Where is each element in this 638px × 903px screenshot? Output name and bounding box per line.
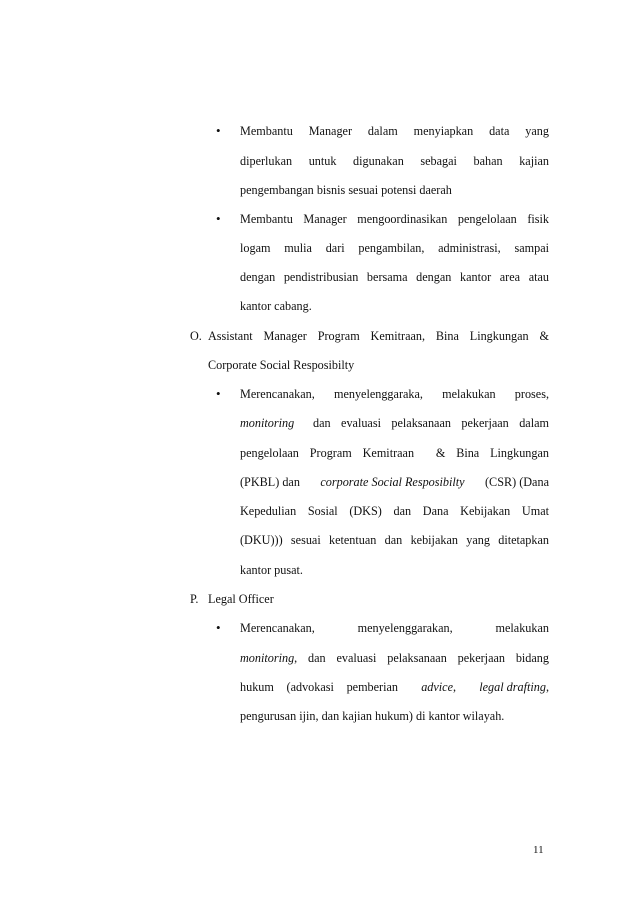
paragraph-text: dan evaluasi pelaksanaan pekerjaan dalam <box>313 416 549 430</box>
paragraph-text: , <box>545 680 549 694</box>
italic-term: monitoring <box>240 651 295 665</box>
paragraph-text: (CSR) (Dana <box>485 475 549 489</box>
paragraph-text: (PKBL) dan <box>240 475 300 489</box>
bullet-icon: • <box>216 211 221 226</box>
paragraph-line: kantor pusat. <box>240 563 303 577</box>
paragraph-line <box>240 416 549 430</box>
section-letter: P. <box>190 592 199 606</box>
italic-term: advice <box>421 680 453 694</box>
paragraph-line: Kepedulian Sosial (DKS) dan Dana Kebijakan Umat <box>240 504 549 518</box>
bullet-icon: • <box>216 620 221 635</box>
italic-term: legal drafting <box>479 680 546 694</box>
paragraph-line: Membantu Manager mengoordinasikan pengelolaan fisik <box>240 212 549 226</box>
paragraph-line: diperlukan untuk digunakan sebagai bahan kajian <box>240 154 549 168</box>
paragraph-line: pengembangan bisnis sesuai potensi daerah <box>240 183 452 197</box>
italic-term: monitoring <box>240 416 295 430</box>
bullet-icon: • <box>216 386 221 401</box>
paragraph-line: Merencanakan, menyelenggaraka, melakukan proses, <box>240 387 549 401</box>
paragraph-line: Membantu Manager dalam menyiapkan data yang <box>240 124 549 138</box>
italic-term: corporate Social Resposibilty <box>320 475 465 489</box>
section-heading: Assistant Manager Program Kemitraan, Bina Lingkungan & <box>208 329 549 343</box>
paragraph-text: hukum (advokasi pemberian <box>240 680 398 694</box>
section-heading: Legal Officer <box>208 592 274 606</box>
paragraph-line: (DKU))) sesuai ketentuan dan kebijakan yang ditetapkan <box>240 533 549 547</box>
paragraph-line: kantor cabang. <box>240 299 312 313</box>
section-heading: Corporate Social Resposibilty <box>208 358 355 372</box>
paragraph-line: pengelolaan Program Kemitraan & Bina Lingkungan <box>240 446 549 460</box>
paragraph-line <box>240 475 549 489</box>
page-number: 11 <box>533 844 544 856</box>
paragraph-line: Merencanakan, menyelenggarakan, melakukan <box>240 621 549 635</box>
paragraph-line <box>240 651 549 665</box>
section-letter: O. <box>190 329 202 343</box>
paragraph-line: dengan pendistribusian bersama dengan kantor area atau <box>240 270 549 284</box>
paragraph-line: logam mulia dari pengambilan, administrasi, sampai <box>240 241 549 255</box>
paragraph-line <box>240 680 549 694</box>
paragraph-text: , <box>453 680 457 694</box>
bullet-icon: • <box>216 123 221 138</box>
paragraph-text: , dan evaluasi pelaksanaan pekerjaan bidang <box>294 651 549 665</box>
paragraph-line: pengurusan ijin, dan kajian hukum) di kantor wilayah. <box>240 709 505 723</box>
